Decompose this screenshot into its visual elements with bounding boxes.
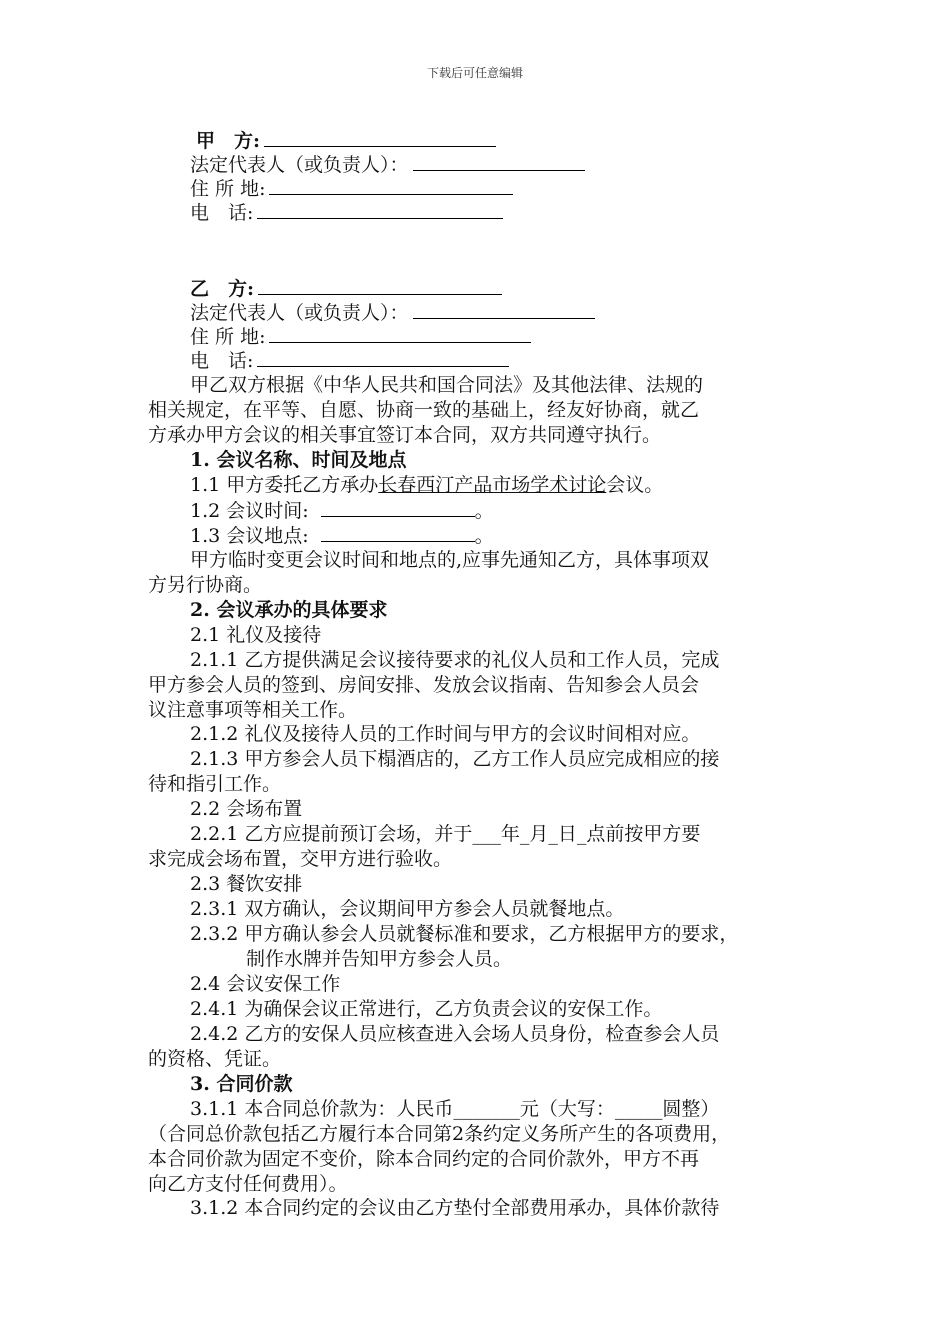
s1-line-3	[190, 523, 494, 548]
s2-line: 2.3 餐饮安排	[190, 873, 303, 895]
s1-note-1: 甲方临时变更会议时间和地点的,应事先通知乙方，具体事项双	[190, 549, 710, 571]
s1-note-2: 方另行协商。	[148, 574, 263, 596]
party-b-label-line	[190, 276, 502, 301]
party-b-tel-line	[190, 348, 509, 373]
s2-line: 的资格、凭证。	[148, 1048, 282, 1070]
section-2-title: 2. 会议承办的具体要求	[190, 599, 388, 621]
intro-line-3: 方承办甲方会议的相关事宜签订本合同，双方共同遵守执行。	[148, 424, 662, 446]
party-b-addr-label: 住 所 地:	[190, 326, 266, 348]
party-a-tel-blank[interactable]	[257, 200, 503, 219]
s1-l1-post: 会议。	[606, 474, 664, 496]
meeting-place-label: 1.3 会议地点:	[190, 525, 309, 547]
party-a-addr-blank[interactable]	[269, 176, 513, 195]
party-a-addr-label: 住 所 地:	[190, 178, 266, 200]
s2-line: 2.3.1 双方确认，会议期间甲方参会人员就餐地点。	[190, 898, 625, 920]
party-b-blank[interactable]	[258, 276, 502, 295]
party-a-rep-blank[interactable]	[413, 152, 585, 171]
party-a-blank[interactable]	[264, 128, 496, 147]
party-a-rep-line	[190, 152, 585, 177]
s2-line: 2.2 会场布置	[190, 798, 303, 820]
party-b-tel-label: 电 话:	[190, 350, 254, 372]
meeting-time-blank[interactable]	[321, 498, 475, 517]
party-b-rep-blank[interactable]	[413, 300, 595, 319]
party-b-rep-label: 法定代表人（或负责人）：	[190, 302, 409, 324]
s2-line: 甲方参会人员的签到、房间安排、发放会议指南、告知参会人员会	[148, 674, 700, 696]
s1-l1-pre: 1.1 甲方委托乙方承办	[190, 474, 379, 496]
section-1-title: 1. 会议名称、时间及地点	[190, 449, 407, 471]
s2-line: 2.1.1 乙方提供满足会议接待要求的礼仪人员和工作人员，完成	[190, 649, 720, 671]
s1-l3-end: 。	[474, 525, 494, 547]
s2-line: 2.1 礼仪及接待	[190, 624, 322, 646]
s2-line: 2.4.1 为确保会议正常进行，乙方负责会议的安保工作。	[190, 998, 663, 1020]
party-b-addr-blank[interactable]	[269, 324, 531, 343]
s2-line: 2.1.3 甲方参会人员下榻酒店的，乙方工作人员应完成相应的接	[190, 748, 720, 770]
s2-line: 制作水牌并告知甲方参会人员。	[246, 948, 513, 970]
s2-line: 2.4 会议安保工作	[190, 973, 341, 995]
party-a-label-line	[196, 128, 496, 153]
party-a-tel-label: 电 话:	[190, 202, 254, 224]
s2-line: 议注意事项等相关工作。	[148, 699, 358, 721]
s2-line: 2.3.2 甲方确认参会人员就餐标准和要求，乙方根据甲方的要求，	[190, 923, 739, 945]
section-3-title: 3. 合同价款	[190, 1073, 293, 1095]
s1-line-1	[190, 473, 663, 497]
meeting-place-blank[interactable]	[321, 523, 475, 542]
party-b-label: 乙 方:	[190, 278, 255, 300]
party-a-addr-line	[190, 176, 513, 201]
intro-line-1: 甲乙双方根据《中华人民共和国合同法》及其他法律、法规的	[190, 374, 704, 396]
party-b-rep-line	[190, 300, 595, 325]
s3-line-3: 本合同价款为固定不变价，除本合同约定的合同价款外，甲方不再	[148, 1148, 700, 1170]
meeting-time-label: 1.2 会议时间:	[190, 500, 309, 522]
s1-line-2	[190, 498, 494, 523]
s2-line: 2.2.1 乙方应提前预订会场，并于___年_月_日_点前按甲方要	[190, 823, 701, 845]
meeting-name: 长春西汀产品市场学术讨论	[378, 474, 607, 496]
s2-line: 待和指引工作。	[148, 773, 282, 795]
s3-line-4: 向乙方支付任何费用）。	[148, 1173, 348, 1195]
party-a-tel-line	[190, 200, 503, 225]
s1-l2-end: 。	[474, 500, 494, 522]
party-a-rep-label: 法定代表人（或负责人）：	[190, 154, 409, 176]
s3-line-5: 3.1.2 本合同约定的会议由乙方垫付全部费用承办，具体价款待	[190, 1197, 720, 1219]
party-b-tel-blank[interactable]	[257, 348, 509, 367]
page-header: 下载后可任意编辑	[426, 66, 523, 80]
party-b-addr-line	[190, 324, 531, 349]
s2-line: 2.1.2 礼仪及接待人员的工作时间与甲方的会议时间相对应。	[190, 723, 701, 745]
s2-line: 求完成会场布置，交甲方进行验收。	[148, 848, 453, 870]
s3-line-1: 3.1.1 本合同总价款为：人民币_______元（大写：_____圆整）	[190, 1098, 720, 1120]
party-a-label: 甲 方:	[196, 130, 261, 152]
s3-line-2: （合同总价款包括乙方履行本合同第2条约定义务所产生的各项费用，	[148, 1123, 731, 1145]
s2-line: 2.4.2 乙方的安保人员应核查进入会场人员身份，检查参会人员	[190, 1023, 720, 1045]
intro-line-2: 相关规定，在平等、自愿、协商一致的基础上，经友好协商，就乙	[148, 399, 700, 421]
